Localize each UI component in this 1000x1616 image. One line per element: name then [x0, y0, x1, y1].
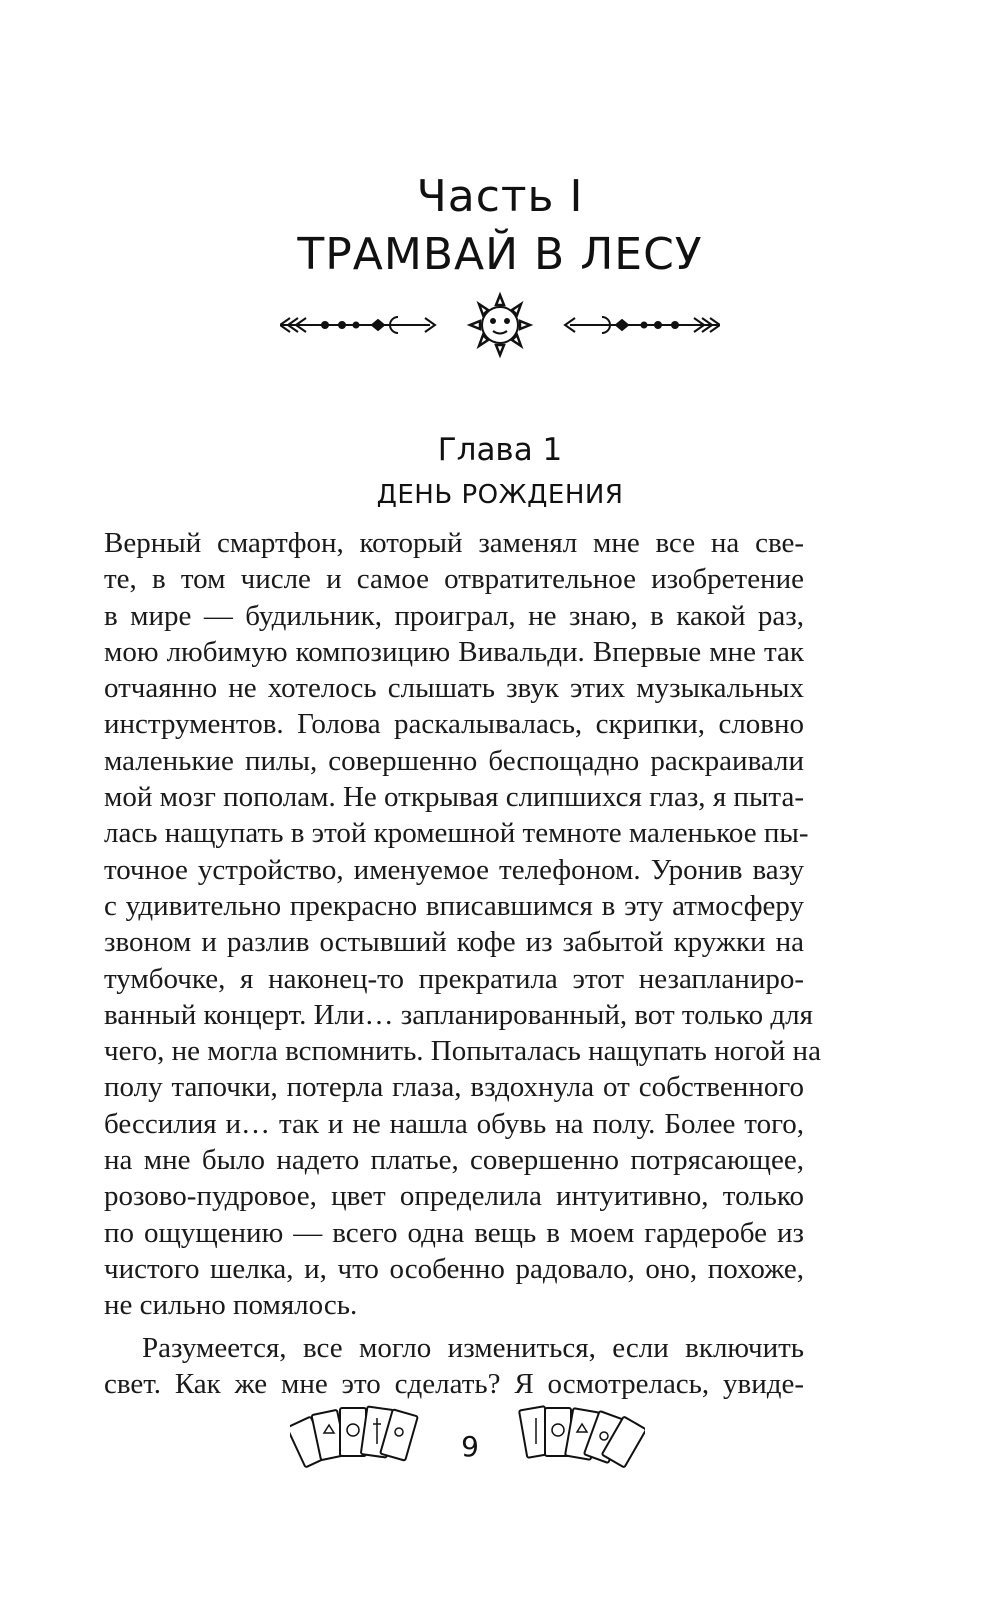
chapter-label: Глава 1	[437, 432, 563, 468]
text-line: на мне было надето платье, совершенно потрясающее,	[104, 1144, 804, 1177]
part-label: Часть I	[416, 171, 584, 222]
text-line: розово-пудровое, цвет определила интуитивно, только	[104, 1180, 804, 1213]
text-line: свет. Как же мне это сделать? Я осмотрелась, увиде-	[104, 1367, 804, 1400]
text-line: инструментов. Голова раскалывалась, скрипки, словно	[104, 708, 804, 741]
text-line: маленькие пилы, совершенно беспощадно раскраивали	[104, 744, 804, 777]
text-line: в мире — будильник, проиграл, не знаю, в какой раз,	[104, 599, 804, 632]
chapter-title: ДЕНЬ РОЖДЕНИЯ	[376, 480, 624, 510]
text-line: мою любимую композицию Вивальди. Впервые мне так	[104, 635, 804, 668]
text-line: бессилия и… так и не нашла обувь на полу. Более того,	[104, 1107, 804, 1140]
tarot-cards-icon	[290, 1400, 420, 1480]
paragraph	[104, 1330, 804, 1403]
text-line: ванный концерт. Или… запланированный, вот только для	[104, 998, 813, 1031]
text-line: не сильно помялось.	[104, 1289, 358, 1322]
sun-arrow-ornament-icon	[280, 290, 720, 360]
text-line: тумбочке, я наконец-то прекратила этот незапланиро-	[104, 962, 804, 995]
text-line: по ощущению — всего одна вещь в моем гардеробе из	[104, 1216, 804, 1249]
part-heading	[0, 168, 1000, 284]
text-line: те, в том числе и самое отвратительное изобретение	[104, 563, 804, 596]
text-line: отчаянно не хотелось слышать звук этих музыкальных	[104, 672, 804, 705]
text-line: чего, не могла вспомнить. Попыталась нащупать ногой на	[104, 1035, 821, 1068]
text-line: лась нащупать в этой кромешной темноте маленькое пы-	[104, 817, 809, 850]
text-line: мой мозг пополам. Не открывая слипшихся глаз, я пыта-	[104, 781, 804, 814]
text-line: Верный смартфон, который заменял мне все на све-	[104, 527, 804, 559]
text-line: Разумеется, все могло измениться, если включить	[142, 1331, 804, 1364]
text-line: с удивительно прекрасно вписавшимся в эту атмосферу	[104, 889, 804, 922]
text-line: звоном и разлив остывший кофе из забытой кружки на	[104, 926, 804, 959]
text-line: точное устройство, именуемое телефоном. Уронив вазу	[104, 853, 804, 886]
paragraph	[104, 525, 821, 1324]
part-title: ТРАМВАЙ В ЛЕСУ	[297, 229, 703, 280]
text-line: полу тапочки, потерла глаза, вздохнула от собственного	[104, 1071, 804, 1104]
text-line: чистого шелка, и, что особенно радовало, оно, похоже,	[104, 1252, 804, 1285]
page-number: 9	[461, 1430, 479, 1463]
body-text	[104, 525, 821, 1402]
tarot-cards-icon	[515, 1400, 645, 1480]
